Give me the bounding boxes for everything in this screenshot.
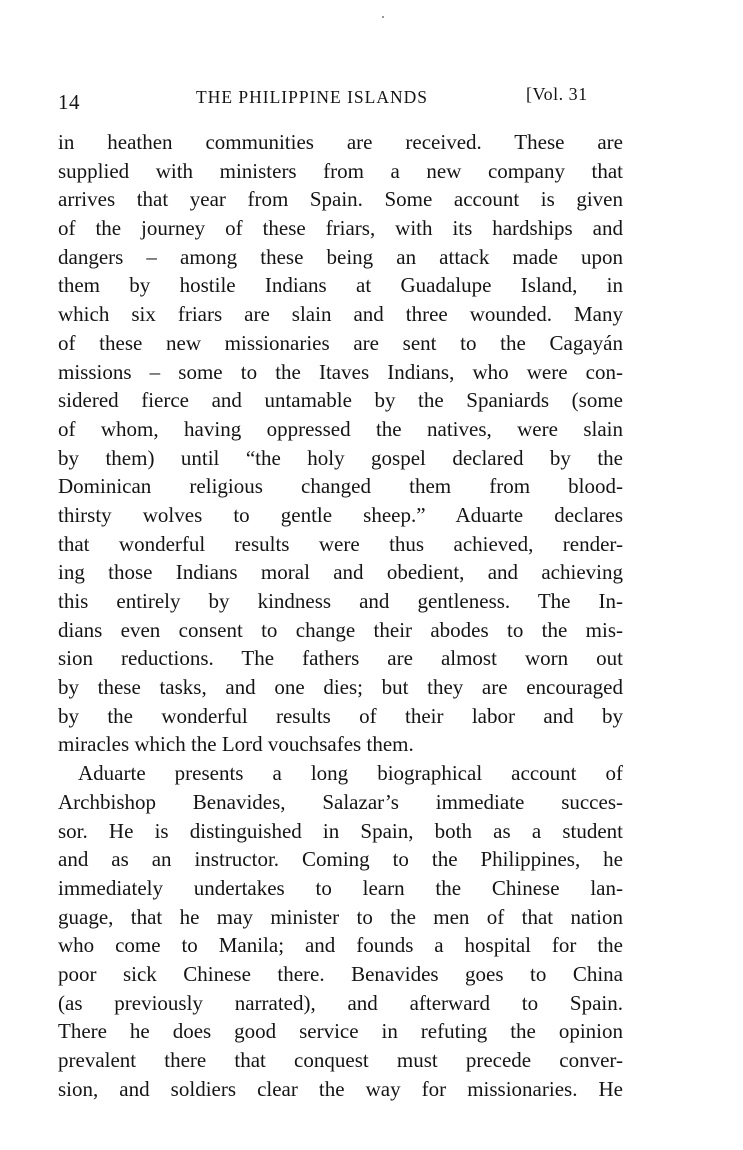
text-line: them by hostile Indians at Guadalupe Island, in: [58, 273, 623, 298]
page-header: [58, 84, 633, 116]
text-line: of the journey of these friars, with its hardships and: [58, 216, 623, 241]
paragraph-1: [58, 128, 623, 759]
text-line: prevalent there that conquest must precede conver-: [58, 1048, 623, 1072]
text-line: that wonderful results were thus achieved, render-: [58, 531, 623, 556]
text-line: sion reductions. The fathers are almost worn out: [58, 646, 623, 671]
text-line: who come to Manila; and founds a hospital for the: [58, 933, 623, 958]
page-number: 14: [58, 90, 80, 114]
text-line: by them) until “the holy gospel declared by the: [58, 445, 623, 470]
print-speck: [382, 16, 384, 18]
text-line: arrives that year from Spain. Some account is given: [58, 187, 623, 212]
text-line: thirsty wolves to gentle sheep.” Aduarte declares: [58, 502, 623, 527]
paragraph-2: [58, 759, 623, 1103]
text-line: sion, and soldiers clear the way for missionaries. He: [58, 1076, 623, 1101]
text-line: by the wonderful results of their labor and by: [58, 703, 623, 728]
running-title: THE PHILIPPINE ISLANDS: [196, 87, 428, 107]
text-line: of these new missionaries are sent to the Cagayán: [58, 330, 623, 355]
text-line: immediately undertakes to learn the Chinese lan-: [58, 875, 623, 900]
text-line: Archbishop Benavides, Salazar’s immediate succes-: [58, 789, 623, 814]
text-line: by these tasks, and one dies; but they are encouraged: [58, 675, 623, 700]
text-line: miracles which the Lord vouchsafes them.: [58, 732, 414, 757]
body-text: [58, 128, 623, 1103]
text-line: supplied with ministers from a new company that: [58, 158, 623, 183]
text-line: dangers – among these being an attack made upon: [58, 244, 623, 269]
text-line: ing those Indians moral and obedient, and achieving: [58, 560, 623, 585]
text-line: Aduarte presents a long biographical account of: [78, 761, 623, 786]
text-line: in heathen communities are received. These are: [58, 130, 623, 154]
text-line: and as an instructor. Coming to the Philippines, he: [58, 847, 623, 872]
text-line: guage, that he may minister to the men of that nation: [58, 904, 623, 929]
text-line: which six friars are slain and three wounded. Many: [58, 302, 623, 327]
text-line: this entirely by kindness and gentleness. The In-: [58, 589, 623, 613]
text-line: of whom, having oppressed the natives, were slain: [58, 416, 623, 441]
text-line: There he does good service in refuting the opinion: [58, 1019, 623, 1044]
text-line: missions – some to the Itaves Indians, who were con-: [58, 359, 623, 384]
text-line: (as previously narrated), and afterward to Spain.: [58, 990, 623, 1015]
text-line: sor. He is distinguished in Spain, both as a student: [58, 818, 623, 843]
text-line: poor sick Chinese there. Benavides goes to China: [58, 961, 623, 986]
volume-marker: [Vol. 31: [526, 84, 588, 104]
text-line: Dominican religious changed them from blood-: [58, 474, 623, 499]
text-line: dians even consent to change their abodes to the mis-: [58, 617, 623, 642]
text-line: sidered fierce and untamable by the Spaniards (some: [58, 388, 623, 413]
